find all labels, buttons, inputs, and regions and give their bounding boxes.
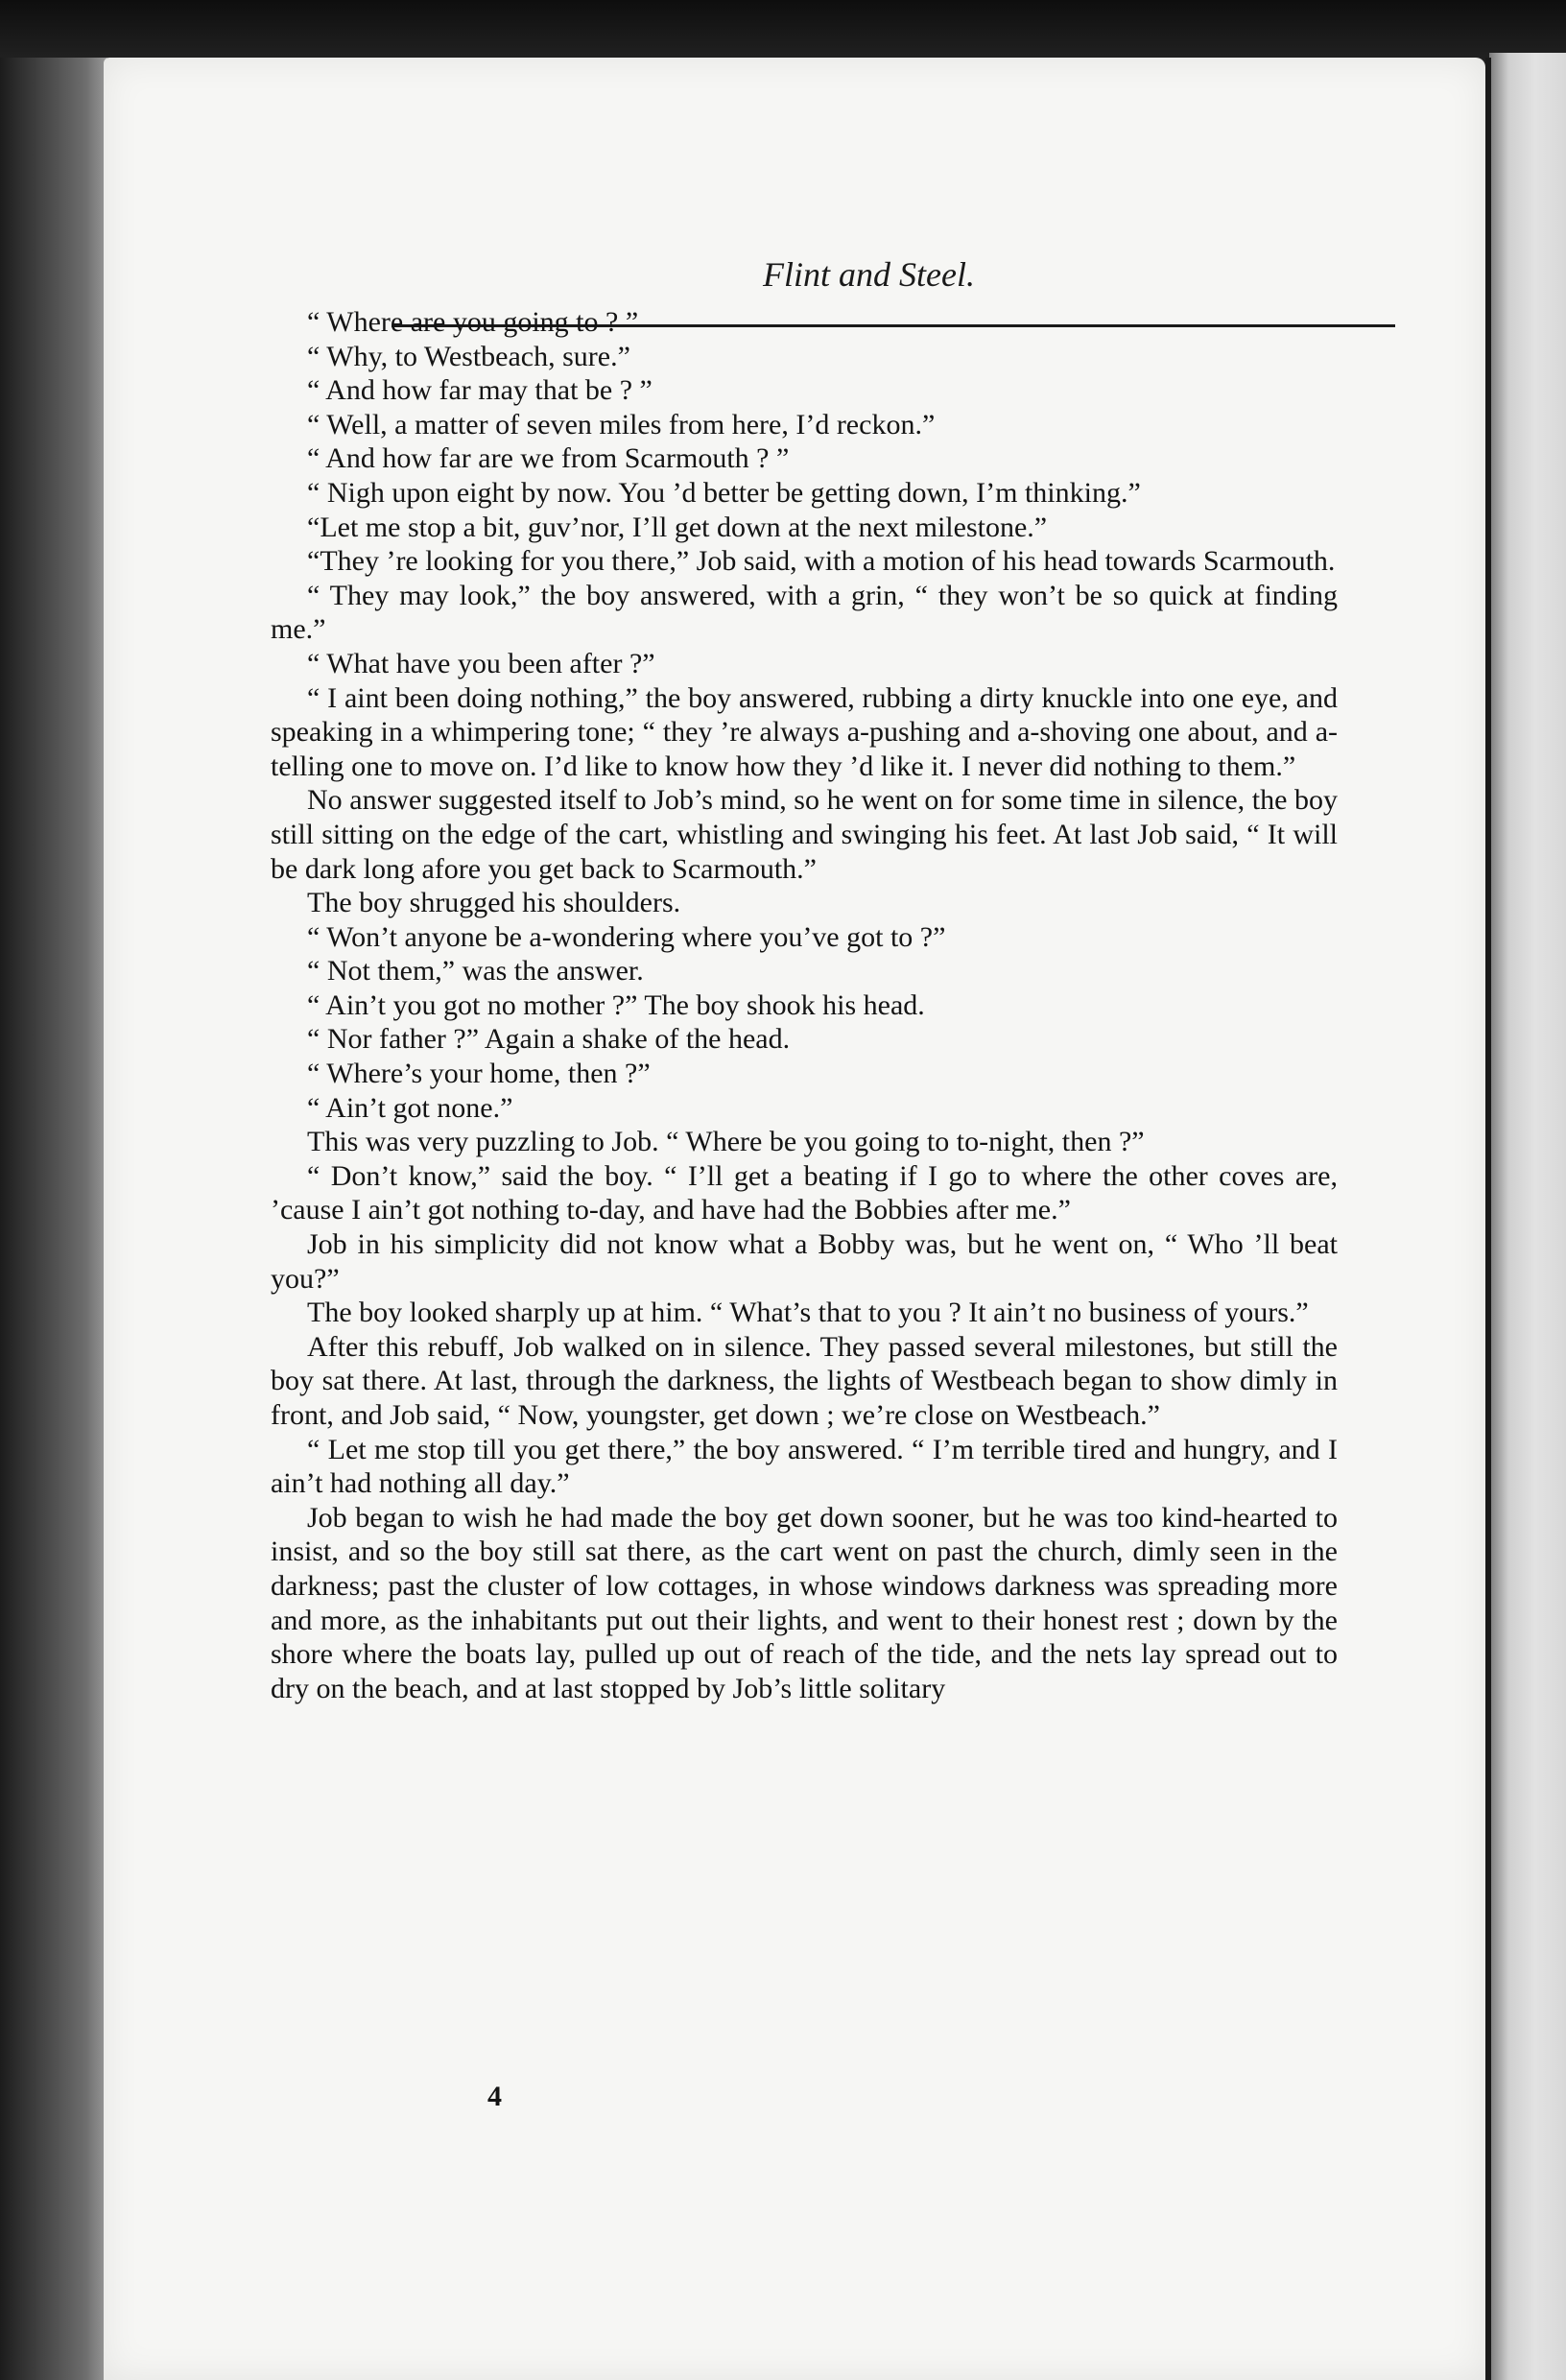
book-left-edge — [0, 58, 107, 2380]
paragraph: “ Ain’t got none.” — [307, 1091, 513, 1124]
paragraph: “ What have you been after ?” — [307, 647, 655, 679]
paragraph: “ I aint been doing nothing,” the boy answered, rubbing a dirty knuckle into one eye, and speaking in a whimpering tone; “ they ’re always a-pushing and a-shoving one about, and a-telling one to move on. I’d like to know how they ’d like it. I never did nothing to them.” — [271, 681, 1338, 782]
paragraph: “ Where’s your home, then ?” — [307, 1058, 651, 1090]
paragraph: Job began to wish he had made the boy get down sooner, but he was too kind-hearted to insist, and so the boy still sat there, as the cart went on past the church, dimly seen in the darkness; past the cluster of low cottages, in whose windows darkness was spreading more and more, as the inhabitants put out their lights, and went to their honest rest ; down by the shore where the boats lay, pulled up out of reach of the tide, and the nets lay spread out to dry on the beach, and at last stopped by Job’s little solitary — [271, 1501, 1338, 1704]
paragraph: “ Nigh upon eight by now. You ’d better be getting down, I’m thinking.” — [307, 476, 1141, 509]
page-number: 4 — [487, 2081, 502, 2112]
paragraph: “ Nor father ?” Again a shake of the head. — [307, 1023, 791, 1056]
paragraph: “ Ain’t you got no mother ?” The boy shook his head. — [307, 988, 925, 1021]
paragraph: Job in his simplicity did not know what a Bobby was, but he went on, “ Who ’ll beat you?” — [271, 1228, 1338, 1295]
paragraph: The boy looked sharply up at him. “ What’s that to you ? It ain’t no business of yours.” — [307, 1297, 1309, 1329]
paragraph: “ And how far are we from Scarmouth ? ” — [307, 442, 790, 475]
body-text — [271, 305, 1338, 1705]
paragraph: “ Not them,” was the answer. — [307, 955, 644, 988]
paragraph: No answer suggested itself to Job’s mind, so he went on for some time in silence, the boy still sitting on the edge of the cart, whistling and swinging his feet. At last Job said, “ It will be dark long afore you get back to Scarmouth.” — [271, 784, 1338, 885]
paragraph: “ Don’t know,” said the boy. “ I’ll get a beating if I go to where the other coves are, ’cause I ain’t got nothing to-day, and have had the Bobbies after me.” — [271, 1159, 1338, 1226]
paragraph: “ Where are you going to ? ” — [307, 306, 639, 338]
paragraph: The boy shrugged his shoulders. — [307, 887, 681, 919]
running-head: Flint and Steel. — [763, 255, 975, 294]
paragraph: “ Let me stop till you get there,” the boy answered. “ I’m terrible tired and hungry, and I ain’t had nothing all day.” — [271, 1433, 1338, 1500]
facing-page-edge — [1489, 53, 1566, 2380]
paragraph: “ Won’t anyone be a-wondering where you’ve got to ?” — [307, 920, 946, 953]
paragraph: This was very puzzling to Job. “ Where be you going to to-night, then ?” — [307, 1126, 1145, 1158]
paragraph: “ Why, to Westbeach, sure.” — [307, 340, 630, 372]
paragraph: “Let me stop a bit, guv’nor, I’ll get down at the next milestone.” — [307, 511, 1048, 543]
paragraph: “ Well, a matter of seven miles from here, I’d reckon.” — [307, 408, 936, 440]
paragraph: “They ’re looking for you there,” Job said, with a motion of his head towards Scarmouth. — [307, 545, 1336, 578]
paragraph: After this rebuff, Job walked on in silence. They passed several milestones, but still the boy sat there. At last, through the darkness, the lights of Westbeach began to show dimly in front, and Job said, “ Now, youngster, get down ; we’re close on Westbeach.” — [271, 1330, 1338, 1431]
gutter-line — [1485, 58, 1491, 2380]
paragraph: “ And how far may that be ? ” — [307, 374, 652, 407]
paragraph: “ They may look,” the boy answered, with a grin, “ they won’t be so quick at finding me.” — [271, 579, 1338, 646]
